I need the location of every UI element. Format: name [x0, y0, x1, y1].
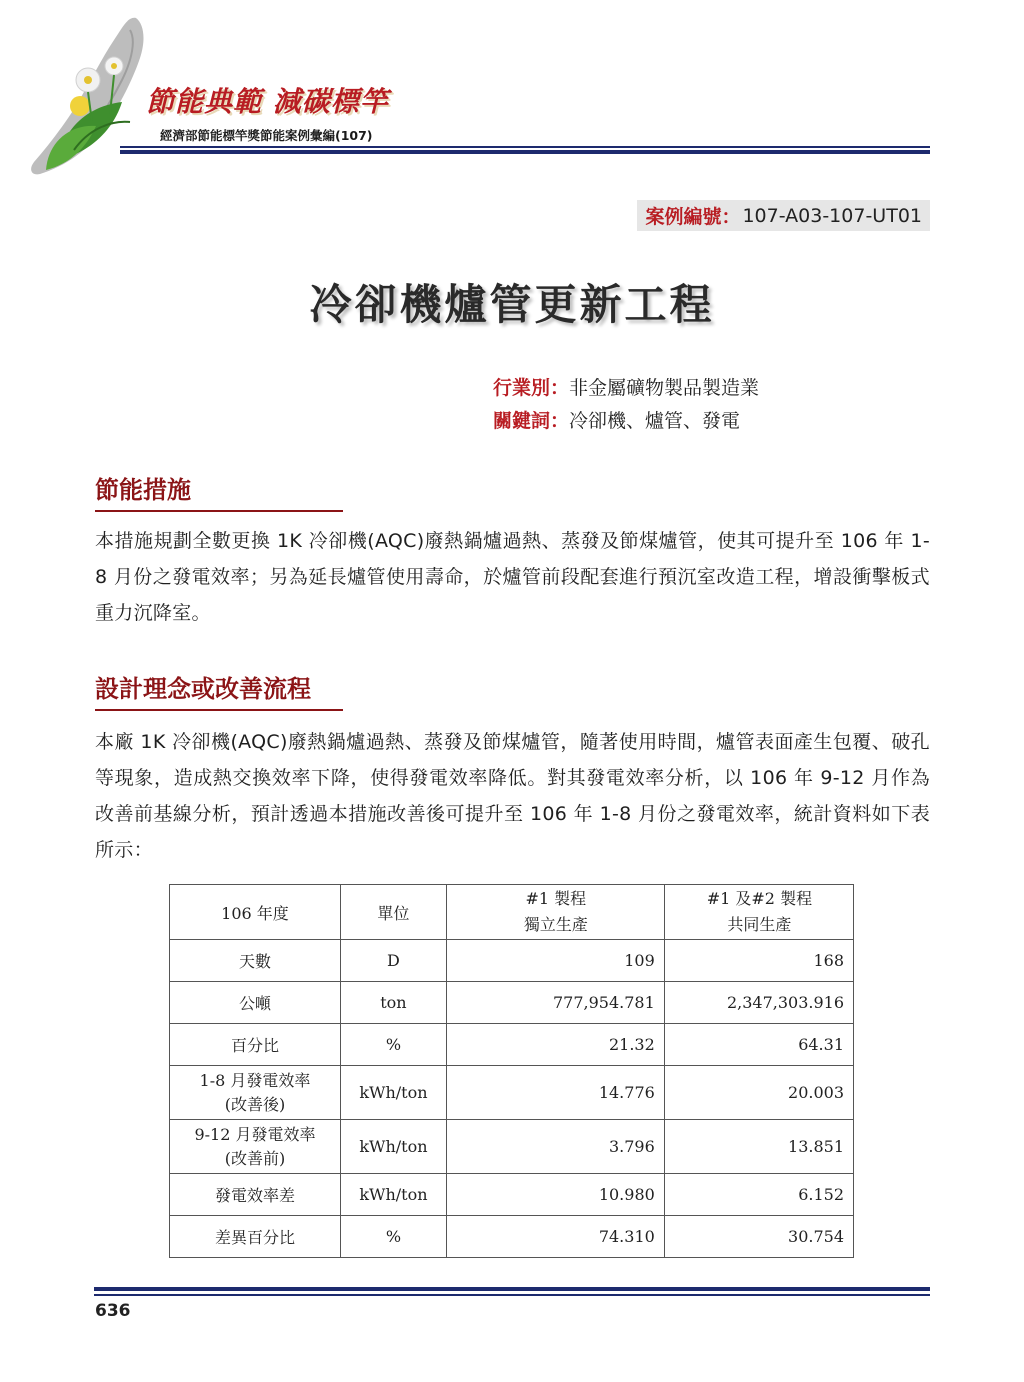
row-label: 公噸: [170, 982, 341, 1024]
efficiency-table: [169, 884, 854, 1258]
case-number-label: 案例編號：: [645, 206, 741, 228]
header-process-1-line1: #1 製程: [525, 889, 587, 908]
section-heading-design: 設計理念或改善流程: [95, 669, 311, 708]
row-value-process-1-2: 13.851: [664, 1120, 853, 1174]
keywords-label: 關鍵詞：: [493, 410, 570, 432]
industry-label: 行業別：: [493, 377, 570, 399]
row-value-process-1-2: 6.152: [664, 1174, 853, 1216]
row-value-process-1: 21.32: [446, 1024, 664, 1066]
table-row: [170, 1120, 854, 1174]
row-value-process-1-2: 30.754: [664, 1216, 853, 1258]
header-rule-thick: [120, 150, 930, 154]
row-value-process-1: 74.310: [446, 1216, 664, 1258]
table-row: [170, 1216, 854, 1258]
case-number-box: [637, 200, 930, 231]
table-row: [170, 1024, 854, 1066]
header-rule: [120, 146, 930, 148]
industry-value: 非金屬礦物製品製造業: [569, 377, 760, 399]
table-row: [170, 940, 854, 982]
table-row: [170, 982, 854, 1024]
row-unit: kWh/ton: [340, 1120, 446, 1174]
keywords-line: [493, 406, 740, 433]
row-unit: D: [340, 940, 446, 982]
row-label: 發電效率差: [170, 1174, 341, 1216]
section-text-measures: 本措施規劃全數更換 1K 冷卻機(AQC)廢熱鍋爐過熱、蒸發及節煤爐管，使其可提升至 106 年 1-8 月份之發電效率；另為延長爐管使用壽命，於爐管前段配套進行預沉室改造工程，增設衝擊板式重力沉降室。: [95, 530, 930, 624]
header-year: 106 年度: [170, 885, 341, 940]
row-value-process-1: 777,954.781: [446, 982, 664, 1024]
header-process-1-2-line2: 共同生產: [727, 915, 792, 934]
row-value-process-1: 10.980: [446, 1174, 664, 1216]
row-label: [170, 1120, 341, 1174]
row-label: [170, 1066, 341, 1120]
row-label: 天數: [170, 940, 341, 982]
table-row: [170, 1066, 854, 1120]
footer-rule-thick: [94, 1287, 930, 1291]
row-label-line2: (改善後): [224, 1094, 286, 1114]
row-label-line1: 9-12 月發電效率: [194, 1124, 316, 1144]
row-value-process-1-2: 2,347,303.916: [664, 982, 853, 1024]
table-row: [170, 1174, 854, 1216]
row-value-process-1-2: 64.31: [664, 1024, 853, 1066]
footer-rule: [94, 1294, 930, 1296]
row-value-process-1-2: 20.003: [664, 1066, 853, 1120]
row-value-process-1: 109: [446, 940, 664, 982]
row-unit: %: [340, 1024, 446, 1066]
header-process-1-2-line1: #1 及#2 製程: [706, 889, 813, 908]
header-process-1-line2: 獨立生產: [523, 915, 588, 934]
row-label: 百分比: [170, 1024, 341, 1066]
header-unit: 單位: [340, 885, 446, 940]
row-unit: kWh/ton: [340, 1174, 446, 1216]
header-process-1: [446, 885, 664, 940]
keywords-value: 冷卻機、爐管、發電: [569, 410, 741, 432]
row-unit: %: [340, 1216, 446, 1258]
section-heading-measures: 節能措施: [95, 470, 191, 509]
row-unit: kWh/ton: [340, 1066, 446, 1120]
row-value-process-1-2: 168: [664, 940, 853, 982]
row-label-line1: 1-8 月發電效率: [199, 1070, 311, 1090]
row-value-process-1: 3.796: [446, 1120, 664, 1174]
table-header-row: [170, 885, 854, 940]
section-text-design: 本廠 1K 冷卻機(AQC)廢熱鍋爐過熱、蒸發及節煤爐管，隨著使用時間，爐管表面產生包覆、破孔等現象，造成熱交換效率下降，使得發電效率降低。對其發電效率分析，以 106 年 9-12 月作為改善前基線分析，預計透過本措施改善後可提升至 106 年 1-8 月份之發電效率，統計資料如下表所示：: [95, 731, 930, 861]
header-process-1-2: [664, 885, 853, 940]
page-number: 636: [95, 1301, 131, 1321]
case-number-value: 107-A03-107-UT01: [742, 204, 922, 227]
row-label: 差異百分比: [170, 1216, 341, 1258]
row-label-line2: (改善前): [224, 1148, 286, 1168]
industry-line: [493, 373, 759, 400]
brand-subtitle: 經濟部節能標竿獎節能案例彙編(107): [160, 128, 373, 143]
row-value-process-1: 14.776: [446, 1066, 664, 1120]
row-unit: ton: [340, 982, 446, 1024]
document-title: 冷卻機爐管更新工程: [309, 280, 715, 329]
brand-title: 節能典範 減碳標竿: [146, 85, 389, 118]
